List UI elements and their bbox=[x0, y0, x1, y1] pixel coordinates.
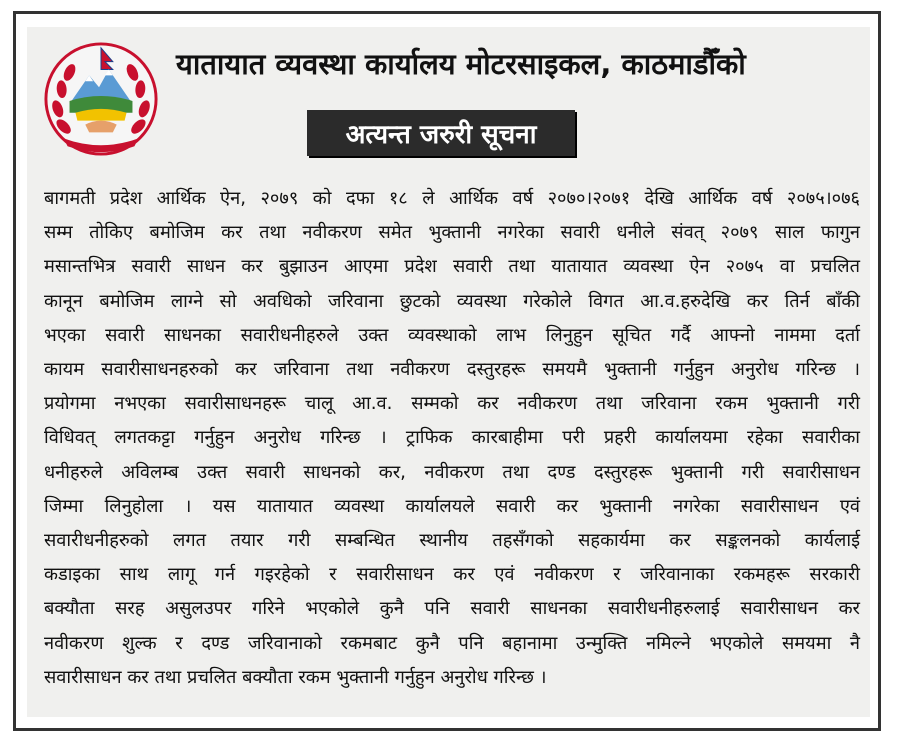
body-line: सम्म तोकिए बमोजिम कर तथा नवीकरण समेत भुक्तानी नगरेका सवारी धनीले संवत् २०७९ साल फागुन bbox=[44, 222, 860, 244]
body-line: सवारीसाधन कर तथा प्रचलित बक्यौता रकम भुक्तानी गर्नुहुन अनुरोध गरिन्छ । bbox=[44, 666, 547, 688]
body-line: प्रयोगमा नभएका सवारीसाधनहरू चालू आ.व. सम्मको कर नवीकरण तथा जरिवाना रकम भुक्तानी गरी bbox=[44, 393, 860, 415]
body-line: जिम्मा लिनुहोला । यस यातायात व्यवस्था कार्यालयले सवारी कर भुक्तानी नगरेका सवारीसाधन एवं bbox=[44, 495, 860, 517]
body-line: मसान्तभित्र सवारी साधन कर बुझाउन आएमा प्रदेश सवारी तथा यातायात व्यवस्था ऐन २०७५ वा प्रचलित bbox=[44, 256, 860, 278]
body-line: बागमती प्रदेश आर्थिक ऐन, २०७९ को दफा १८ ले आर्थिक वर्ष २०७०।२०७१ देखि आर्थिक वर्ष २०७५।०७६ bbox=[44, 188, 860, 209]
office-title: यातायात व्यवस्था कार्यालय मोटरसाइकल, काठमाडौँको bbox=[176, 47, 746, 81]
nepal-emblem-icon bbox=[42, 40, 160, 158]
body-line: कडाइका साथ लागू गर्न गइरहेको र सवारीसाधन कर एवं नवीकरण र जरिवानाका रकमहरू सरकारी bbox=[44, 564, 860, 586]
body-line: सवारीधनीहरुको लगत तयार गरी सम्बन्धित स्थानीय तहसँगको सहकार्यमा कर सङ्कलनको कार्यलाई bbox=[44, 530, 860, 552]
urgent-notice-heading: अत्यन्त जरुरी सूचना bbox=[307, 110, 575, 156]
body-line: धनीहरुले अविलम्ब उक्त सवारी साधनको कर, नवीकरण तथा दण्ड दस्तुरहरू भुक्तानी गरी सवारीसाधन bbox=[44, 461, 860, 483]
body-line: नवीकरण शुल्क र दण्ड जरिवानाको रकमबाट कुनै पनि बहानामा उन्मुक्ति नमिल्ने भएकोले समयमा नै bbox=[44, 632, 860, 654]
body-line: बक्यौता सरह असुलउपर गरिने भएकोले कुनै पनि सवारी साधनका सवारीधनीहरुलाई सवारीसाधन कर bbox=[44, 598, 860, 620]
body-line: कायम सवारीसाधनहरुको कर जरिवाना तथा नवीकरण दस्तुरहरू समयमै भुक्तानी गर्नुहुन अनुरोध गरिन्छ । bbox=[44, 359, 860, 381]
body-line: विधिवत् लगतकट्टा गर्नुहुन अनुरोध गरिन्छ । ट्राफिक कारबाहीमा परी प्रहरी कार्यालयमा रहेका सवारीका bbox=[44, 427, 860, 449]
body-line: कानून बमोजिम लाग्ने सो अवधिको जरिवाना छुटको व्यवस्था गरेकोले विगत आ.व.हरुदेखि कर तिर्न बाँकी bbox=[44, 290, 860, 312]
body-line: भएका सवारी साधनका सवारीधनीहरुले उक्त व्यवस्थाको लाभ लिनुहुन सूचित गर्दै आफ्नो नाममा दर्ता bbox=[44, 324, 860, 346]
notice-body bbox=[44, 182, 860, 695]
